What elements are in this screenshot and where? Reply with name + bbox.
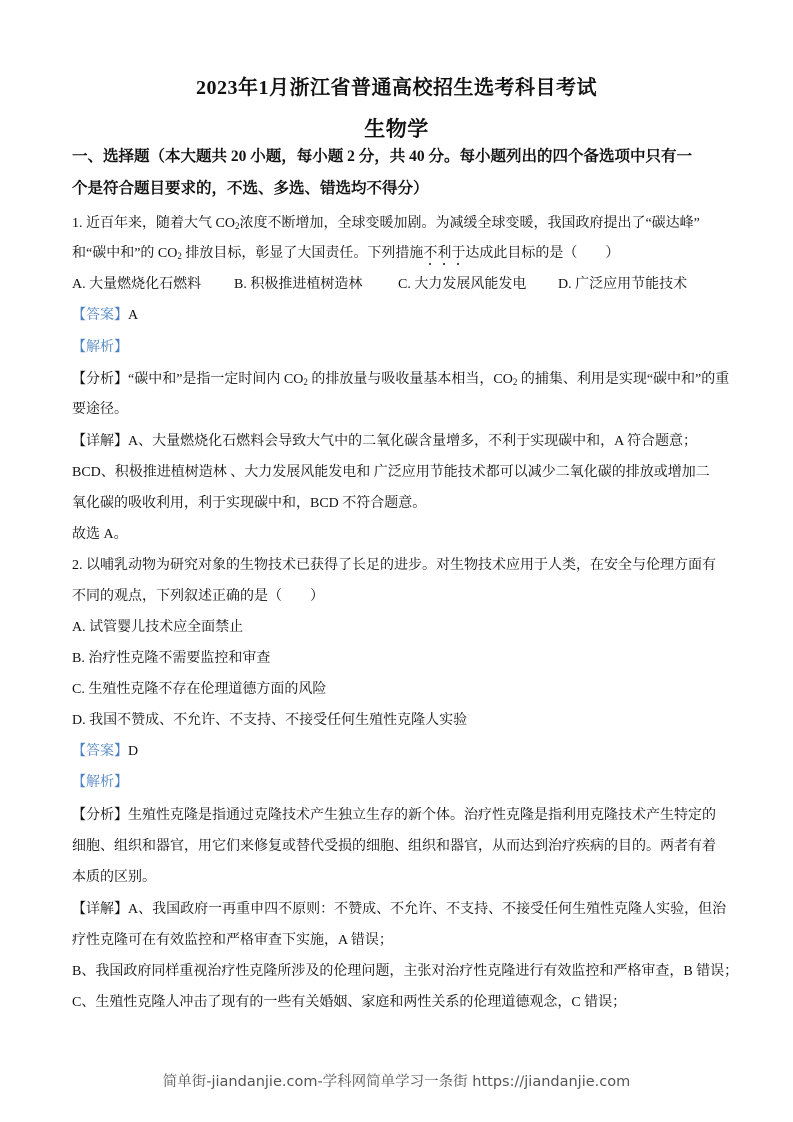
- q1-stem-line1: [72, 214, 732, 234]
- analysis-label: 【解析】: [72, 340, 128, 355]
- q2-fenxi-line1: 【分析】生殖性克隆是指通过克隆技术产生独立生存的新个体。治疗性克隆是指利用克隆技术产生特定的: [72, 808, 716, 823]
- q2-detail-line4: C、生殖性克隆人冲击了现有的一些有关婚姻、家庭和两性关系的伦理道德观念，C 错误；: [72, 995, 627, 1010]
- q1-fenxi-line2: 要途径。: [72, 402, 128, 417]
- section-heading: [72, 141, 727, 205]
- q1-fenxi-line1: 【分析】“碳中和”是指一定时间内 $CO_2$ 的排放量与吸收量基本相当，$CO_2$ 的捕集、利用是实现“碳中和”的重: [72, 372, 730, 387]
- q2-option-d: D. 我国不赞成、不允许、不支持、不接受任何生殖性克隆人实验: [72, 713, 468, 728]
- q1-number: 1.: [72, 216, 83, 231]
- exam-title: 2023年1月浙江省普通高校招生选考科目考试: [196, 77, 597, 99]
- q2-stem-line1: 2. 以哺乳动物为研究对象的生物技术已获得了长足的进步。对生物技术应用于人类，在安全与伦理方面有: [72, 558, 716, 573]
- q2-detail-line1: 【详解】A、我国政府一再重申四不原则：不赞成、不允许、不支持、不接受任何生殖性克隆人实验，但治: [72, 902, 727, 917]
- emphasis-char: 于: [451, 246, 466, 261]
- q1-option-b: B. 积极推进植树造林: [234, 277, 363, 292]
- q1-stem-text: 近百年来，随着大气 CO: [86, 216, 235, 231]
- q1-option-c: C. 大力发展风能发电: [398, 277, 527, 292]
- xiangjie-label: 【详解】: [72, 434, 128, 449]
- q1-detail-line3: 氧化碳的吸收利用，利于实现碳中和，BCD 不符合题意。: [72, 496, 427, 511]
- q1-stem-line2: [72, 244, 732, 264]
- q1-option-d: D. 广泛应用节能技术: [558, 277, 688, 292]
- q1-option-a: A. 大量燃烧化石燃料: [72, 277, 202, 292]
- q2-fenxi-line3: 本质的区别。: [72, 870, 156, 885]
- subject-title: 生物学: [364, 117, 429, 141]
- emphasis-char: 利: [437, 246, 452, 261]
- section-heading-line2: 个是符合题目要求的，不选、多选、错选均不得分）: [72, 180, 429, 197]
- footer-watermark: 简单街-jiandanjie.com-学科网简单学习一条街 https://jiandanjie.com: [162, 1074, 631, 1090]
- q2-detail-line2: 疗性克隆可在有效监控和严格审查下实施，A 错误；: [72, 933, 393, 948]
- answer-label: 【答案】: [72, 744, 128, 759]
- q1-analysis-label: [72, 338, 732, 358]
- fenxi-label: 【分析】: [72, 808, 128, 823]
- q1-detail-line2: BCD、积极推进植树造林 、大力发展风能发电和 广泛应用节能技术都可以减少二氧化碳的排放或增加二: [72, 465, 710, 480]
- q2-stem-line2: 不同的观点，下列叙述正确的是（ ）: [72, 589, 324, 604]
- q1-stem-text: 排放目标，彰显了大国责任。下列措施: [181, 246, 424, 261]
- q2-fenxi-line2: 细胞、组织和器官，用它们来修复或替代受损的细胞、组织和器官，从而达到治疗疾病的目的。两者有着: [72, 839, 716, 854]
- analysis-label: 【解析】: [72, 775, 128, 790]
- q2-number: 2.: [72, 558, 83, 573]
- answer-value: D: [128, 744, 139, 759]
- q1-answer: [72, 306, 732, 326]
- q1-detail-line1: 【详解】A、大量燃烧化石燃料会导致大气中的二氧化碳含量增多，不利于实现碳中和，A 符合题意；: [72, 434, 697, 449]
- q2-option-a: A. 试管婴儿技术应全面禁止: [72, 620, 244, 635]
- section-heading-line1: 一、选择题（本大题共 20 小题，每小题 2 分，共 40 分。每小题列出的四个备选项中只有一: [72, 148, 693, 165]
- answer-value: A: [128, 308, 139, 323]
- subscript: 2: [177, 251, 182, 261]
- q1-options: [72, 275, 732, 295]
- q2-answer: [72, 742, 732, 762]
- q1-stem-text: 浓度不断增加，全球变暖加剧。为减缓全球变暖，我国政府提出了“碳达峰”: [239, 216, 700, 231]
- fenxi-label: 【分析】: [72, 372, 128, 387]
- q2-analysis-label: [72, 773, 732, 793]
- q2-option-c: C. 生殖性克隆不存在伦理道德方面的风险: [72, 682, 327, 697]
- q2-option-b: B. 治疗性克隆不需要监控和审查: [72, 651, 271, 666]
- q1-stem-text: 达成此目标的是（ ）: [465, 246, 620, 261]
- q2-detail-line3: B、我国政府同样重视治疗性克隆所涉及的伦理问题，主张对治疗性克隆进行有效监控和严格审查，B 错误；: [72, 964, 739, 979]
- answer-label: 【答案】: [72, 308, 128, 323]
- xiangjie-label: 【详解】: [72, 902, 128, 917]
- subscript: 2: [234, 221, 240, 231]
- q1-conclusion: 故选 A。: [72, 527, 128, 542]
- emphasis-char: 不: [423, 246, 438, 261]
- q1-stem-text: 和“碳中和”的 CO: [72, 246, 178, 261]
